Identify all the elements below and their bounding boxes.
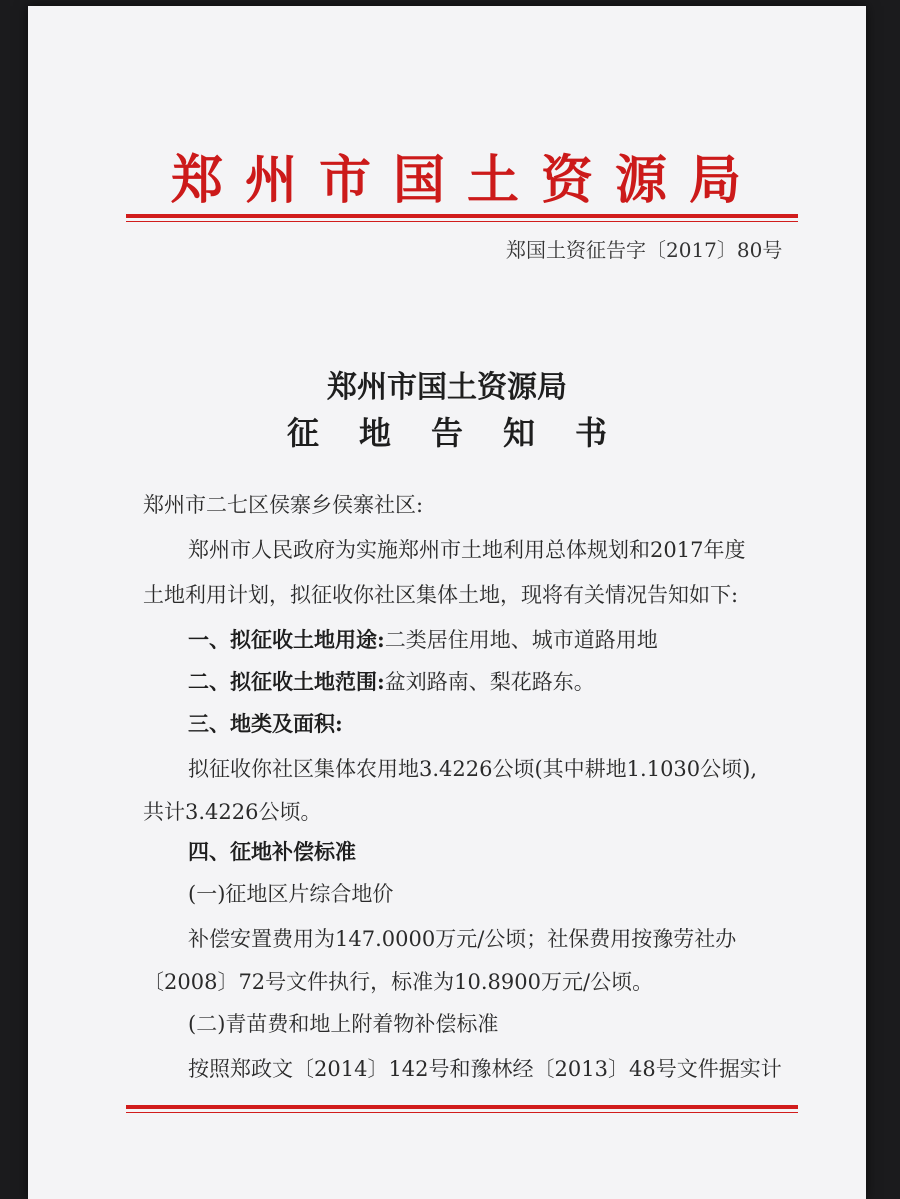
sub-2-text-line-1: 按照郑政文〔2014〕142号和豫林经〔2013〕48号文件据实计 xyxy=(188,1057,782,1081)
item-3-label: 三、地类及面积: xyxy=(188,711,343,736)
agency-title: 郑州市国土资源局 xyxy=(171,151,764,211)
intro-line-1: 郑州市人民政府为实施郑州市土地利用总体规划和2017年度 xyxy=(188,538,746,562)
item-4-label: 四、征地补偿标准 xyxy=(188,839,356,864)
item-1 xyxy=(188,624,658,654)
item-2-value: 盆刘路南、梨花路东。 xyxy=(384,670,595,694)
item-1-value: 二类居住用地、城市道路用地 xyxy=(384,628,658,652)
intro-line-2: 土地利用计划，拟征收你社区集体土地，现将有关情况告知如下: xyxy=(143,583,739,607)
notice-title-agency: 郑州市国土资源局 xyxy=(327,370,567,405)
item-3-text-line-1: 拟征收你社区集体农用地3.4226公顷(其中耕地1.1030公顷), xyxy=(188,757,758,781)
document-page xyxy=(28,6,866,1199)
header-rule-thin xyxy=(126,221,798,222)
notice-title: 征地告知书 xyxy=(286,414,647,452)
sub-1-text-line-2: 〔2008〕72号文件执行，标准为10.8900万元/公顷。 xyxy=(143,970,654,994)
addressee: 郑州市二七区侯寨乡侯寨社区: xyxy=(143,493,424,517)
item-1-label: 一、拟征收土地用途: xyxy=(188,627,385,652)
item-2-label: 二、拟征收土地范围: xyxy=(188,669,385,694)
item-2 xyxy=(188,666,595,696)
sub-2-label: (二)青苗费和地上附着物补偿标准 xyxy=(188,1012,499,1036)
footer-rule-thick xyxy=(126,1105,798,1109)
document-number: 郑国土资征告字〔2017〕80号 xyxy=(506,238,783,262)
footer-rule-thin xyxy=(126,1112,798,1113)
sub-1-text-line-1: 补偿安置费用为147.0000万元/公顷；社保费用按豫劳社办 xyxy=(188,927,737,951)
item-3-text-line-2: 共计3.4226公顷。 xyxy=(143,800,322,824)
sub-1-label: (一)征地区片综合地价 xyxy=(188,882,394,906)
header-rule-thick xyxy=(126,214,798,218)
